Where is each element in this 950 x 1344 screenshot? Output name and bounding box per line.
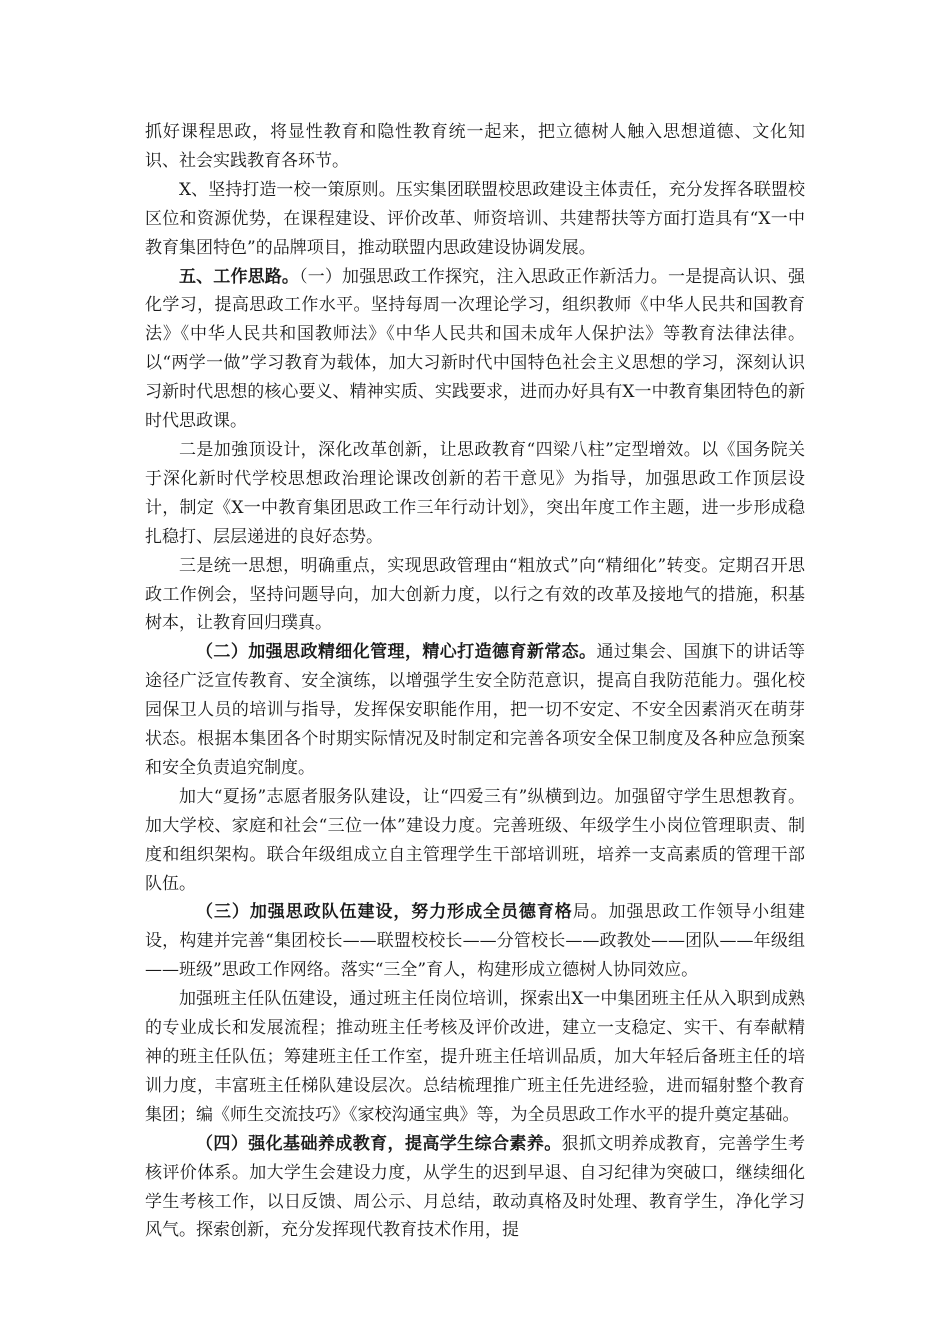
paragraph-9-text: 加强班主任队伍建设，通过班主任岗位培训，探索出X一中集团班主任从入职到成熟的专业成长和发展流程；推动班主任考核及评价改进，建立一支稳定、实干、有奉献精神的班主任队伍；筹建班主任工作室，提升班主任培训品质，加大年轻后备班主任的培训力度，丰富班主任梯队建设层次。总结梳理推广班主任先进经验，进而辐射整个教育集团；编《师生交流技巧》《家校沟通宝典》等，为全员思政工作水平的提升奠定基础。 xyxy=(145,989,805,1125)
paragraph-2 xyxy=(145,176,805,263)
section-heading-work-ideas: 五、工作思路。 xyxy=(179,266,300,287)
paragraph-8-text: 局。加强思政工作领导小组建设，构建并完善“集团校长——联盟校校长——分管校长——政教处——团队——年级组——班级”思政工作网络。落实“三全”育人，构建形成立德树人协同效应。 xyxy=(145,902,806,981)
paragraph-6 xyxy=(145,638,805,783)
paragraph-8 xyxy=(145,898,805,985)
paragraph-4-text: 二是加強顶设计，深化改革创新，让思政教育“四梁八柱”定型增效。以《国务院关于深化新时代学校思想政治理论课改创新的若干意见》为指导，加强思政工作顶层设计，制定《X一中教育集团思政工作三年行动计划》，突出年度工作主题，进一步形成稳扎稳打、层层递进的良好态势。 xyxy=(145,439,805,547)
paragraph-7 xyxy=(145,783,805,899)
paragraph-6-text: 通过集会、国旗下的讲话等途径广泛宣传教育、安全演练，以增强学生安全防范意识，提高自我防范能力。强化校园保卫人员的培训与指导，发挥保安职能作用，把一切不安定、不安全因素消灭在萌芽状态。根据本集团各个时期实际情况及时制定和完善各项安全保卫制度及各种应急预案和安全负责追究制度。 xyxy=(145,642,806,778)
paragraph-9 xyxy=(145,985,805,1130)
paragraph-7-text: 加大“夏扬”志愿者服务队建设，让“四爱三有”纵横到边。加强留守学生思想教育。加大学校、家庭和社会“三位一体”建设力度。完善班级、年级学生小岗位管理职责、制度和组织架构。联合年级组成立自主管理学生干部培训班，培养一支高素质的管理干部队伍。 xyxy=(145,786,805,894)
paragraph-1 xyxy=(145,118,805,176)
paragraph-10 xyxy=(145,1130,805,1246)
subheading-2: （二）加强思政精细化管理，精心打造德育新常态。 xyxy=(196,642,597,663)
paragraph-3 xyxy=(145,263,805,436)
paragraph-3-text: （一）加强思政工作探究，注入思政正作新活力。一是提高认识、强化学习，提高思政工作水平。坚持每周一次理论学习，组织教师《中华人民共和国教育法》《中华人民共和国教师法》《中华人民共和国未成年人保护法》等教育法律法律。以“两学一做”学习教育为载体，加大习新时代中国特色社会主义思想的学习，深刻认识习新时代思想的核心要义、精神实质、实践要求，进而办好具有X一中教育集团特色的新时代思政课。 xyxy=(145,266,806,432)
paragraph-5 xyxy=(145,552,805,639)
subheading-3: （三）加强思政队伍建设，努力形成全员德育格 xyxy=(196,902,573,923)
paragraph-10-text: 狠抓文明养成教育，完善学生考核评价体系。加大学生会建设力度，从学生的迟到早退、自习纪律为突破口，继续细化学生考核工作，以日反馈、周公示、月总结，敢动真格及时处理、教育学生，净化学习风气。探索创新，充分发挥现代教育技术作用，提 xyxy=(145,1133,806,1241)
paragraph-4 xyxy=(145,436,805,552)
subheading-4: （四）强化基础养成教育，提高学生综合素养。 xyxy=(196,1133,562,1154)
paragraph-1-text: 抓好课程思政，将显性教育和隐性教育统一起来，把立德树人触入思想道德、文化知识、社会实践教育各环节。 xyxy=(145,122,805,171)
paragraph-2-text: X、坚持打造一校一策原则。压实集团联盟校思政建设主体责任，充分发挥各联盟校区位和资源优势，在课程建设、评价改革、师资培训、共建帮扶等方面打造具有“X一中教育集团特色”的品牌项目，推动联盟内思政建设协调发展。 xyxy=(145,179,805,258)
document-page xyxy=(145,118,805,1245)
paragraph-5-text: 三是统一思想，明确重点，实现思政管理由“粗放式”向“精细化”转变。定期召开思政工作例会，坚持问题导向，加大创新力度，以行之有效的改革及接地气的措施，积基树本，让教育回归璞真。 xyxy=(145,555,805,634)
